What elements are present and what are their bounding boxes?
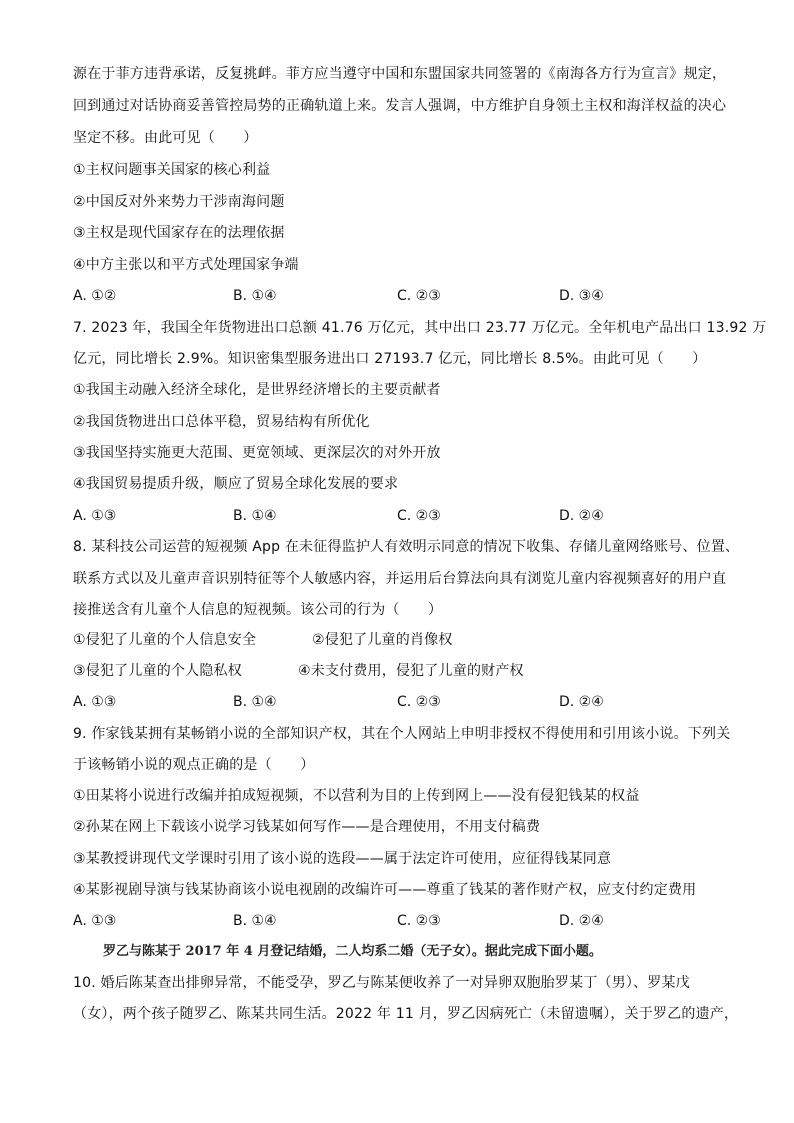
q6-item-4: ④中方主张以和平方式处理国家争端: [73, 257, 299, 273]
q7-item-3: ③我国坚持实施更大范围、更宽领域、更深层次的对外开放: [73, 445, 441, 461]
q7-option-b[interactable]: B. ①④: [233, 508, 277, 524]
q6-stem-line-2: 回到通过对话协商妥善管控局势的正确轨道上来。发言人强调，中方维护自身领土主权和海洋权益的决心: [73, 98, 727, 114]
q9-stem-line-2: 于该畅销小说的观点正确的是（ ）: [73, 757, 315, 773]
q9-option-b[interactable]: B. ①④: [233, 913, 277, 929]
q8-item-2: ②侵犯了儿童的肖像权: [312, 632, 453, 648]
q6-option-c[interactable]: C. ②③: [397, 288, 441, 304]
q9-stem-line-1: 9. 作家钱某拥有某畅销小说的全部知识产权，其在个人网站上申明非授权不得使用和引用该小说。下列关: [73, 726, 731, 742]
q6-item-2: ②中国反对外来势力干涉南海问题: [73, 194, 285, 210]
q8-stem-line-2: 联系方式以及儿童声音识别特征等个人敏感内容，并运用后台算法向具有浏览儿童内容视频喜好的用户直: [73, 571, 727, 587]
q7-item-2: ②我国货物进出口总体平稳，贸易结构有所优化: [73, 414, 370, 430]
q6-stem-line-1: 源在于菲方违背承诺，反复挑衅。菲方应当遵守中国和东盟国家共同签署的《南海各方行为宣言》规定，: [73, 66, 727, 82]
q9-item-2: ②孙某在网上下载该小说学习钱某如何写作——是合理使用，不用支付稿费: [73, 819, 541, 835]
q9-item-1: ①田某将小说进行改编并拍成短视频，不以营利为目的上传到网上——没有侵犯钱某的权益: [73, 788, 640, 804]
q7-option-c[interactable]: C. ②③: [397, 508, 441, 524]
q9-item-3: ③某教授讲现代文学课时引用了该小说的选段——属于法定许可使用，应征得钱某同意: [73, 851, 612, 867]
q9-option-d[interactable]: D. ②④: [559, 913, 604, 929]
q9-option-c[interactable]: C. ②③: [397, 913, 441, 929]
q6-item-1: ①主权问题事关国家的核心利益: [73, 162, 271, 178]
q6-option-a[interactable]: A. ①②: [73, 288, 117, 304]
q7-item-1: ①我国主动融入经济全球化，是世界经济增长的主要贡献者: [73, 382, 441, 398]
q8-item-3: ③侵犯了儿童的个人隐私权: [73, 663, 242, 679]
q9-item-4: ④某影视剧导演与钱某协商该小说电视剧的改编许可——尊重了钱某的著作财产权，应支付约定费用: [73, 882, 697, 898]
q7-option-a[interactable]: A. ①③: [73, 508, 117, 524]
q9-option-a[interactable]: A. ①③: [73, 913, 117, 929]
q8-stem-line-3: 接推送含有儿童个人信息的短视频。该公司的行为（ ）: [73, 602, 443, 618]
group-intro: 罗乙与陈某于 2017 年 4 月登记结婚，二人均系二婚（无子女）。据此完成下面小题。: [103, 944, 602, 959]
q7-option-d[interactable]: D. ②④: [559, 508, 604, 524]
q8-item-1: ①侵犯了儿童的个人信息安全: [73, 632, 257, 648]
q7-stem-line-2: 亿元，同比增长 2.9%。知识密集型服务进出口 27193.7 亿元，同比增长 8.5%。由此可见（ ）: [73, 351, 707, 367]
q8-option-b[interactable]: B. ①④: [233, 694, 277, 710]
q6-stem-line-3: 坚定不移。由此可见（ ）: [73, 130, 258, 146]
q8-item-4: ④未支付费用，侵犯了儿童的财产权: [298, 663, 524, 679]
q6-item-3: ③主权是现代国家存在的法理依据: [73, 225, 285, 241]
q6-option-d[interactable]: D. ③④: [559, 288, 604, 304]
q7-stem-line-1: 7. 2023 年，我国全年货物进出口总额 41.76 万亿元，其中出口 23.77 万亿元。全年机电产品出口 13.92 万: [73, 320, 767, 336]
q10-stem-line-1: 10. 婚后陈某查出排卵异常，不能受孕，罗乙与陈某便收养了一对异卵双胞胎罗某丁（男）、罗某戊: [73, 975, 690, 991]
q8-option-a[interactable]: A. ①③: [73, 694, 117, 710]
q7-item-4: ④我国贸易提质升级，顺应了贸易全球化发展的要求: [73, 476, 399, 492]
q8-stem-line-1: 8. 某科技公司运营的短视频 App 在未征得监护人有效明示同意的情况下收集、存储儿童网络账号、位置、: [73, 539, 740, 555]
q8-option-c[interactable]: C. ②③: [397, 694, 441, 710]
q6-option-b[interactable]: B. ①④: [233, 288, 277, 304]
q10-stem-line-2: （女），两个孩子随罗乙、陈某共同生活。2022 年 11 月，罗乙因病死亡（未留遗嘱），关于罗乙的遗产，: [73, 1006, 739, 1022]
q8-option-d[interactable]: D. ②④: [559, 694, 604, 710]
